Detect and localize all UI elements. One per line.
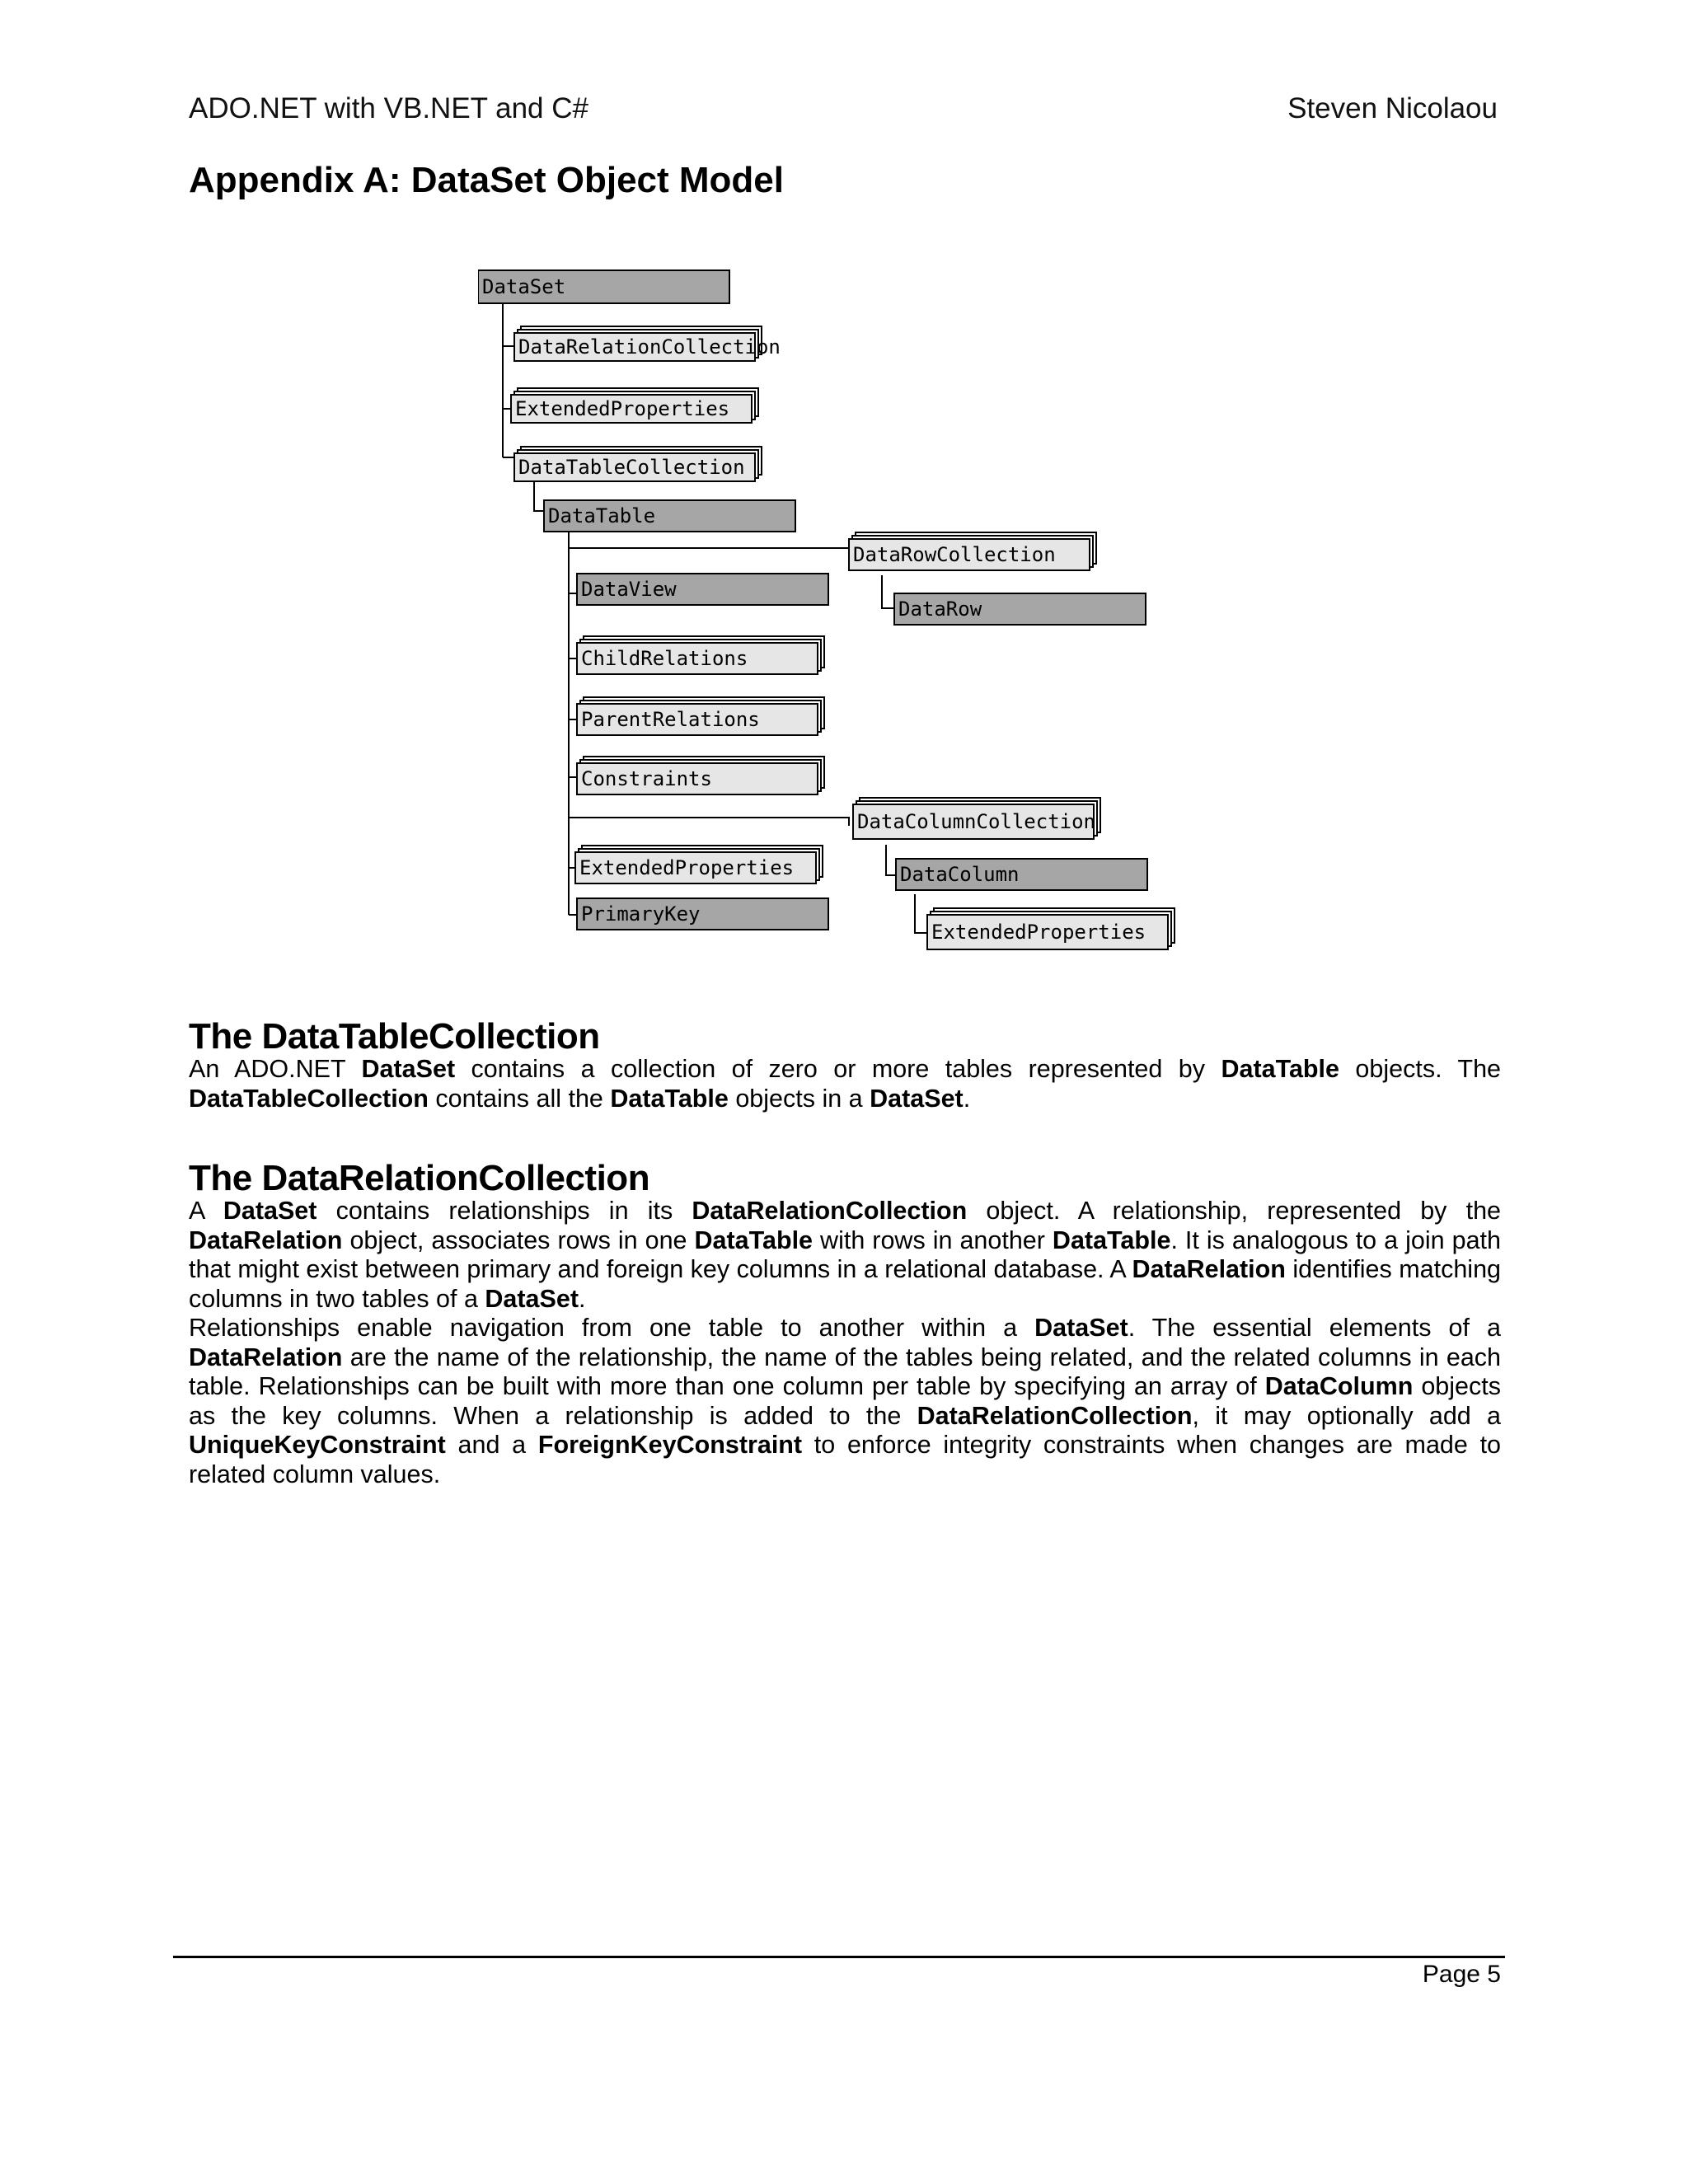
page-number: Page 5 xyxy=(1422,1961,1501,1988)
svg-text:ChildRelations: ChildRelations xyxy=(581,647,748,670)
node-constraints xyxy=(577,757,824,794)
section-title-datarelationcollection: The DataRelationCollection xyxy=(189,1158,650,1198)
node-datatablecollection xyxy=(514,447,762,481)
svg-text:DataRow: DataRow xyxy=(898,598,982,621)
svg-text:Constraints: Constraints xyxy=(581,767,712,790)
svg-text:ExtendedProperties: ExtendedProperties xyxy=(579,856,795,879)
section-title-datatablecollection: The DataTableCollection xyxy=(189,1016,600,1057)
svg-text:DataTableCollection: DataTableCollection xyxy=(518,456,745,479)
svg-text:PrimaryKey: PrimaryKey xyxy=(581,902,701,926)
svg-text:DataTable: DataTable xyxy=(548,504,656,527)
paragraph-datarelationcollection-1: A DataSet contains relationships in its DataRelationCollection object. A relationship, represented by the DataRelation object, associates rows in one DataTable with rows in another DataTable. It is analogous to a join path that might exist between primary and foreign key columns in a relational database. A DataRelation identifies matching columns in two tables of a DataSet. xyxy=(189,1197,1501,1313)
paragraph-datarelationcollection-2: Relationships enable navigation from one table to another within a DataSet. The essential elements of a DataRelation are the name of the relationship, the name of the tables being related, and the related columns in each table. Relationships can be built with more than one column per table by specifying an array of DataColumn objects as the key columns. When a relationship is added to the DataRelationCollection, it may optionally add a UniqueKeyConstraint and a ForeignKeyConstraint to enforce integrity constraints when changes are made to related column values. xyxy=(189,1314,1501,1488)
header-left: ADO.NET with VB.NET and C# xyxy=(189,92,588,124)
node-datatable xyxy=(544,500,795,532)
node-datarow xyxy=(894,593,1146,625)
node-extendedproperties-2 xyxy=(575,846,823,883)
svg-text:DataColumn: DataColumn xyxy=(900,863,1020,886)
svg-text:DataRelationCollection: DataRelationCollection xyxy=(518,335,781,359)
svg-text:ParentRelations: ParentRelations xyxy=(581,708,760,731)
node-datacolumn xyxy=(896,859,1147,890)
node-dataset xyxy=(478,270,729,303)
node-extendedproperties-1 xyxy=(511,388,758,423)
node-primarykey xyxy=(577,898,828,930)
node-datarowcollection xyxy=(849,532,1096,570)
page-title: Appendix A: DataSet Object Model xyxy=(189,160,785,200)
node-parentrelations xyxy=(577,697,824,735)
svg-text:DataView: DataView xyxy=(581,578,677,601)
node-datacolumncollection xyxy=(853,798,1100,839)
node-childrelations xyxy=(577,636,824,674)
svg-text:ExtendedProperties: ExtendedProperties xyxy=(515,397,730,420)
dataset-object-model-diagram xyxy=(478,264,1203,964)
svg-text:DataRowCollection: DataRowCollection xyxy=(853,543,1056,566)
svg-text:DataColumnCollection: DataColumnCollection xyxy=(857,810,1095,833)
node-extendedproperties-3 xyxy=(927,908,1175,949)
paragraph-datatablecollection: An ADO.NET DataSet contains a collection of zero or more tables represented by DataTable objects. The DataTableCollection contains all the DataTable objects in a DataSet. xyxy=(189,1055,1501,1113)
svg-text:ExtendedProperties: ExtendedProperties xyxy=(931,921,1146,944)
svg-text:DataSet: DataSet xyxy=(482,275,566,298)
footer-rule xyxy=(173,1956,1505,1958)
node-dataview xyxy=(577,574,828,605)
header-right: Steven Nicolaou xyxy=(1287,92,1498,124)
node-datarelationcollection xyxy=(514,326,781,361)
